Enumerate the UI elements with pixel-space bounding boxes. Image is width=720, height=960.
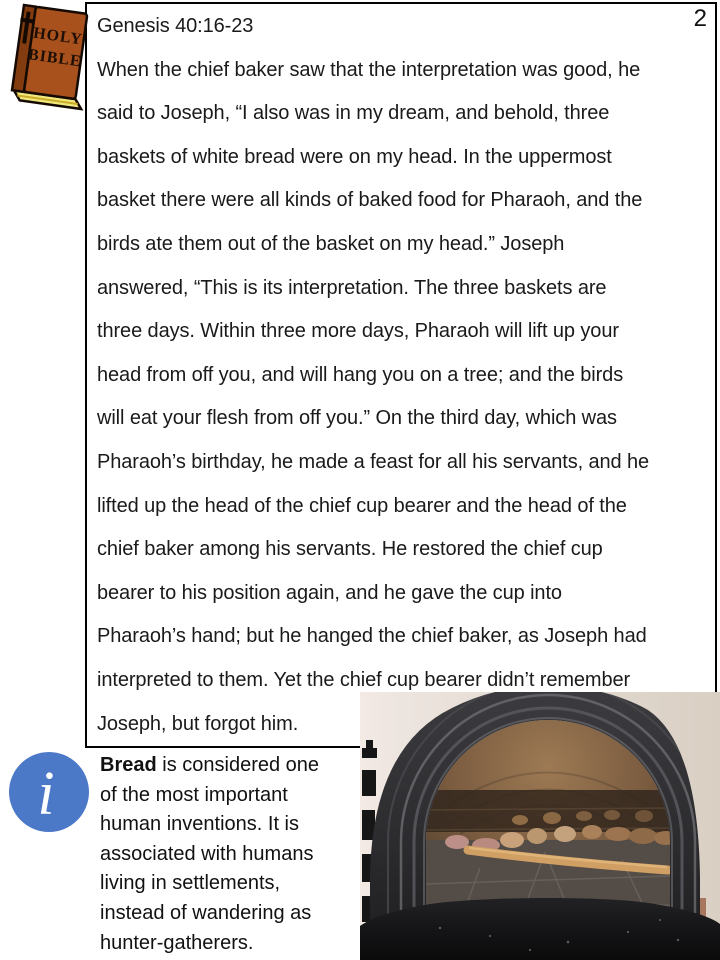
- scripture-line: Pharaoh’s birthday, he made a feast for all his servants, and he: [97, 450, 650, 473]
- scripture-line: chief baker among his servants. He restored the chief cup: [97, 538, 603, 561]
- scripture-line: baskets of white bread were on my head. In the uppermost: [97, 145, 612, 168]
- info-line: instead of wandering as: [100, 901, 312, 924]
- bible-word-holy: HOLY: [32, 24, 84, 49]
- info-icon-glyph: i: [37, 760, 55, 828]
- info-icon: [7, 750, 91, 834]
- page-number: 2: [693, 5, 707, 32]
- scripture-line: Joseph, but forgot him.: [97, 712, 299, 735]
- scripture-line: head from off you, and will hang you on a tree; and the birds: [97, 363, 624, 386]
- scripture-line: basket there were all kinds of baked food for Pharaoh, and the: [97, 189, 643, 212]
- scripture-reference: Genesis 40:16-23: [97, 15, 254, 37]
- scripture-line: interpreted to them. Yet the chief cup bearer didn’t remember: [97, 668, 631, 691]
- info-line: human inventions. It is: [100, 813, 299, 836]
- info-line1-rest: is considered one: [156, 754, 320, 776]
- info-text-block: [100, 751, 360, 958]
- scripture-line: three days. Within three more days, Pharaoh will lift up your: [97, 320, 619, 343]
- scripture-line: Pharaoh’s hand; but he hanged the chief baker, as Joseph had: [97, 625, 647, 648]
- info-line: associated with humans: [100, 842, 314, 865]
- info-line: hunter-gatherers.: [100, 931, 254, 954]
- scripture-line: will eat your flesh from off you.” On the third day, which was: [97, 407, 617, 430]
- oven-ledge: [360, 898, 720, 960]
- scripture-line: When the chief baker saw that the interpretation was good, he: [97, 58, 641, 81]
- scripture-line: lifted up the head of the chief cup bearer and the head of the: [97, 494, 627, 517]
- scripture-text-box: [85, 2, 717, 748]
- scripture-line: answered, “This is its interpretation. The three baskets are: [97, 276, 607, 299]
- scripture-line: birds ate them out of the basket on my head.” Joseph: [97, 232, 565, 255]
- info-bold-word: Bread: [100, 754, 157, 776]
- bible-word-bible: BIBLE: [26, 46, 83, 71]
- scripture-line: said to Joseph, “I also was in my dream, and behold, three: [97, 102, 610, 125]
- holy-bible-icon: [3, 3, 97, 113]
- info-line: of the most important: [100, 783, 288, 806]
- bread-oven-photo: [360, 692, 720, 960]
- info-line: living in settlements,: [100, 872, 281, 895]
- info-line: [100, 751, 360, 781]
- scripture-line: bearer to his position again, and he gave the cup into: [97, 581, 562, 604]
